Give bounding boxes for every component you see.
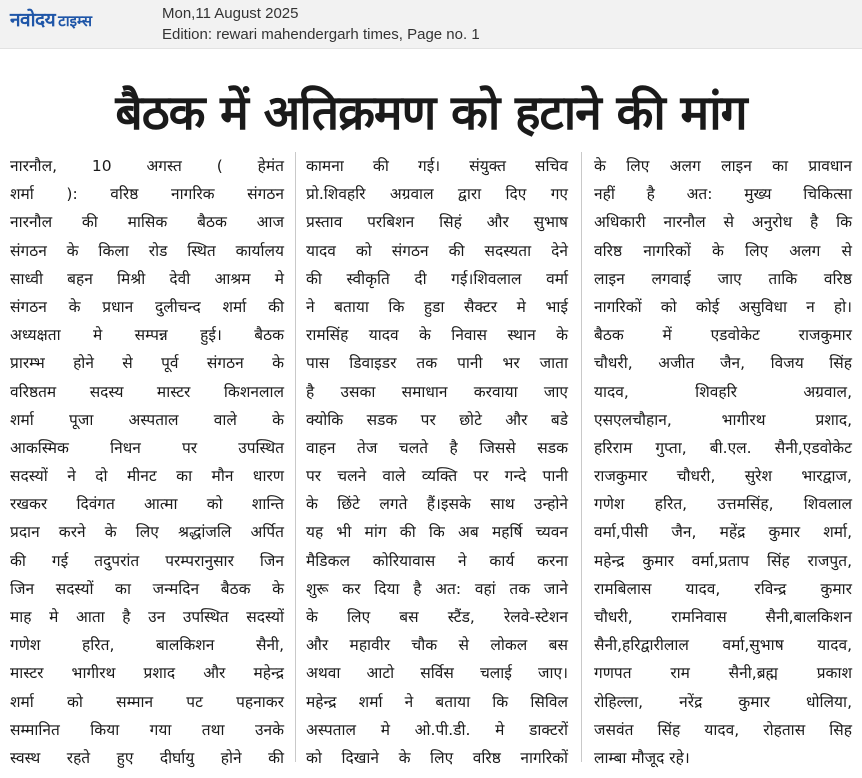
article-line: नारनौल, 10 अगस्त ( हेमंत	[10, 157, 284, 175]
newspaper-logo[interactable]	[10, 6, 92, 32]
article-line: यह भी मांग की कि अब महर्षि च्यवन	[306, 523, 568, 542]
article-line: प्रारम्भ होने से पूर्व संगठन के	[10, 354, 284, 373]
article-line: स्वस्थ रहते हुए दीर्घायु होने की	[10, 748, 284, 767]
article-line: प्रदान करने के लिए श्रद्धांजलि अर्पित	[10, 523, 284, 542]
article-line: सदस्यों ने दो मीनट का मौन धारण	[10, 467, 284, 486]
article-line: साध्वी बहन मिश्री देवी आश्रम मे	[10, 269, 284, 288]
edition-meta	[162, 3, 480, 45]
article-line: के लिए अलग लाइन का प्रावधान	[594, 157, 852, 175]
article-line: वाहन तेज चलते है जिससे सडक	[306, 438, 568, 457]
article-line: अथवा आटो सर्विस चलाई जाए।	[306, 664, 568, 683]
article-line: रामसिंह यादव के निवास स्थान के	[306, 326, 568, 345]
column-divider	[295, 152, 296, 762]
article-line: नागरिकों को कोई असुविधा न हो।	[594, 297, 852, 316]
article-line: प्रस्ताव परबिशन सिहं और सुभाष	[306, 213, 568, 232]
article-column-3	[594, 152, 852, 772]
article-line: मैडिकल कोरियावास ने कार्य करना	[306, 551, 568, 570]
article-line: रखकर दिवंगत आत्मा को शान्ति	[10, 495, 284, 514]
article-line: संगठन के किला रोड स्थित कार्यालय	[10, 241, 284, 260]
article-line: यादव, शिवहरि अग्रवाल,	[594, 382, 852, 401]
column-divider	[581, 152, 582, 762]
article-line: लाइन लगवाई जाए ताकि वरिष्ठ	[594, 269, 852, 288]
article-line: गणेश हरित, बालकिशन सैनी,	[10, 636, 284, 655]
article-line: चौधरी, रामनिवास सैनी,बालकिशन	[594, 608, 852, 626]
article-line: और महावीर चौक से लोकल बस	[306, 636, 568, 655]
article-line: माह मे आता है उन उपस्थित सदस्यों	[10, 608, 284, 626]
article-line: अस्पताल मे ओ.पी.डी. मे डाक्टरों	[306, 720, 568, 739]
article-line: महेन्द्र शर्मा ने बताया कि सिविल	[306, 692, 568, 711]
article-line: एसएलचौहान, भागीरथ प्रशाद,	[594, 410, 852, 429]
article-line: चौधरी, अजीत जैन, विजय सिंह	[594, 354, 852, 373]
article-headline: बैठक में अतिक्रमण को हटाने की मांग	[115, 85, 747, 141]
article-line: के छिंटे लगते हैं।इसके साथ उन्होने	[306, 495, 568, 514]
article-line: वरिष्ठतम सदस्य मास्टर किशनलाल	[10, 382, 284, 401]
article-line: हरिराम गुप्ता, बी.एल. सैनी,एडवोकेट	[594, 438, 852, 457]
article-line: रामबिलास यादव, रविन्द्र कुमार	[594, 579, 852, 598]
article-line: की गई तदुपरांत परम्परानुसार जिन	[10, 551, 284, 570]
article-line: को दिखाने के लिए वरिष्ठ नागरिकों	[306, 748, 568, 767]
edition-info: Edition: rewari mahendergarh times, Page no. 1	[162, 26, 480, 43]
article-line: ने बताया कि हुडा सैक्टर मे भाई	[306, 297, 568, 316]
article-line: शुरू कर दिया है अत: वहां तक जाने	[306, 579, 568, 598]
article-line: वरिष्ठ नागरिकों के लिए अलग से	[594, 241, 852, 260]
article-line: रोहिल्ला, नरेंद्र कुमार धोलिया,	[594, 692, 852, 711]
article-line: मास्टर भागीरथ प्रशाद और महेन्द्र	[10, 664, 284, 683]
article-line: यादव को संगठन की सदस्यता देने	[306, 241, 568, 260]
article-line: प्रो.शिवहरि अग्रवाल द्वारा दिए गए	[306, 185, 568, 204]
article-line: महेन्द्र कुमार वर्मा,प्रताप सिंह राजपुत,	[594, 551, 852, 570]
article-line: की स्वीकृति दी गई।शिवलाल वर्मा	[306, 269, 568, 288]
article-line: वर्मा,पीसी जैन, महेंद्र कुमार शर्मा,	[594, 523, 852, 542]
article-line: है उसका समाधान करवाया जाए	[306, 382, 568, 401]
article-line: शर्मा पूजा अस्पताल वाले के	[10, 410, 284, 429]
article-line: गणेश हरित, उत्तमसिंह, शिवलाल	[594, 495, 852, 514]
logo-sub-text: टाइम्स	[58, 12, 92, 30]
article-line: बैठक में एडवोकेट राजकुमार	[594, 326, 852, 345]
article-line: क्योकि सडक पर छोटे और बडे	[306, 410, 568, 429]
article-line: अधिकारी नारनौल से अनुरोध है कि	[594, 213, 852, 232]
article-line: शर्मा ): वरिष्ठ नागरिक संगठन	[10, 185, 284, 204]
article-line: संगठन के प्रधान दुलीचन्द शर्मा की	[10, 297, 284, 316]
logo-main-text: नवोदय	[10, 9, 56, 31]
article-column-1	[10, 152, 284, 772]
article-line: शर्मा को सम्मान पट पहनाकर	[10, 692, 284, 711]
article-column-2	[306, 152, 568, 772]
article-line: राजकुमार चौधरी, सुरेश भारद्वाज,	[594, 467, 852, 486]
article-line: पास डिवाइडर तक पानी भर जाता	[306, 354, 568, 373]
article-line: सैनी,हरिद्वारीलाल वर्मा,सुभाष यादव,	[594, 636, 852, 655]
article-line: गणपत राम सैनी,ब्रह्म प्रकाश	[594, 664, 852, 683]
article-line: आकस्मिक निधन पर उपस्थित	[10, 438, 284, 457]
article-line: नहीं है अत: मुख्य चिकित्सा	[594, 185, 852, 204]
article-line: लाम्बा मौजूद रहे।	[594, 748, 690, 767]
article-line: पर चलने वाले व्यक्ति पर गन्दे पानी	[306, 467, 568, 486]
article-line: सम्मानित किया गया तथा उनके	[10, 720, 284, 739]
article-line: के लिए बस स्टैंड, रेलवे-स्टेशन	[306, 608, 568, 626]
article-line: जिन सदस्यों का जन्मदिन बैठक के	[10, 579, 284, 598]
edition-date: Mon,11 August 2025	[162, 5, 299, 22]
article-line: कामना की गई। संयुक्त सचिव	[306, 157, 568, 175]
header-bar	[0, 0, 862, 49]
article-line: जसवंत सिंह यादव, रोहतास सिह	[594, 720, 852, 739]
article-line: अध्यक्षता मे सम्पन्न हुई। बैठक	[10, 326, 284, 345]
article-line: नारनौल की मासिक बैठक आज	[10, 213, 284, 232]
